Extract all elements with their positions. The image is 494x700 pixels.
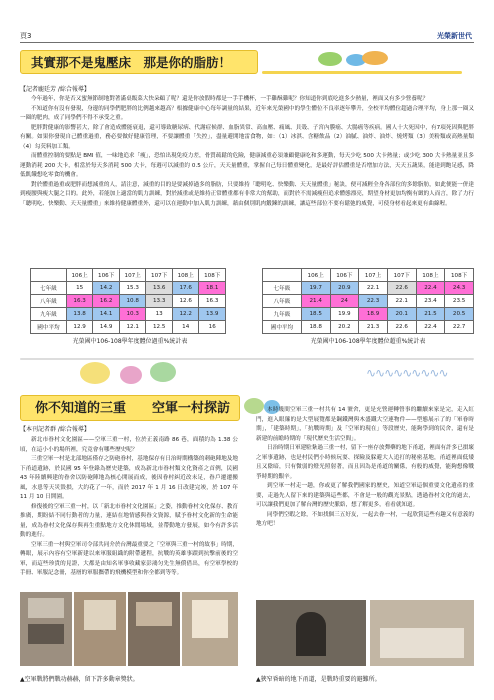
article1-body [20,95,474,209]
row-label: 九年級 [31,308,67,321]
table-header-cell: 108上 [172,269,199,282]
obesity-table [262,268,474,334]
table-row [263,295,474,308]
table-cell: 21.5 [416,308,445,321]
table-cell: 13.3 [146,295,173,308]
table-header-cell: 107上 [119,269,146,282]
table-row [31,308,226,321]
table-cell: 22.4 [416,321,445,334]
wave-decoration: ∿∿∿∿∿∿∿∿∿ [366,366,448,380]
students-photo [370,600,474,666]
flower-icon [80,362,110,384]
table-cell: 16 [199,321,226,334]
overweight-table [30,268,226,334]
table-cell: 18.5 [301,308,330,321]
table-cell: 23.5 [445,295,474,308]
table-caption: 光榮國中106-108學年度體位超重%統計表 [310,338,426,345]
table-cell: 21.3 [359,321,388,334]
row-label: 九年級 [263,308,302,321]
article2-paragraph: 三重空軍一村是北部地區僅存之防砲眷村，基地保存有日治時期構築的刺砲陣地及地下甬道遺跡，於民國 95 年登錄為歷史建築，成為新北市眷村類文化資產之首例，民國 43 年陸續興建的眷舍以防砲陣地為核心開展而成，後因眷村糾近改未足，眷戶遷遷搬風，水患等天災毀損，大約花了一年，而於 2017 年 1 月 16 日改建完竣，於 107 年 11 月 10 日開園。 [20,456,238,500]
article1-paragraph: 不知道你有沒有發現，身邊的同學們肥胖的比例越來越高？根據健康中心每年調量的結果，近年來光榮國中的學生體位不良率逐年攀升，全校平均體位超過合理平均，身上那一圈又一圈的肥肉，成了同學們不得不承受之重。 [20,105,474,121]
table-cell: 20.9 [330,282,359,295]
museum-photo [20,592,72,666]
table-cell: 23.4 [416,295,445,308]
table-cell: 15.3 [119,282,146,295]
article1-byline: 【記者龐廷芳 /綜合報導】 [20,86,90,93]
table-row [31,321,226,334]
article2-right-column [256,406,474,530]
museum-photo [74,592,126,666]
table-cell: 22.4 [416,282,445,295]
row-label: 八年級 [263,295,302,308]
article1-paragraph: 而體重控制的要點是 BMI 值，一味地追求「瘦」，恐怕出現免疫力差，骨質疏鬆的危險，健康減重必須兼顧健康吃和多運動，每天少吃 500 大卡熱量；或少吃 300 大卡熱量並且多運動消耗 200 大卡，相當於每天多消耗 500 大卡，每週可以減重約 0.5 公斤，天天量體重，掌握自己每日體重變化，是最好評估體重是否增加方法，天天五蔬果，能達到飽足感，降低飢餓想吃零食的機會。 [20,153,474,178]
flower-icon [150,362,176,382]
row-label: 八年級 [31,295,67,308]
table-cell: 12.9 [66,321,93,334]
article2-left-column [20,424,238,579]
table-cell: 18.8 [301,321,330,334]
table-cell: 12.2 [172,308,199,321]
table-header-cell: 107下 [387,269,416,282]
table-header-cell [263,269,302,282]
table-row [31,282,226,295]
table-cell: 12.1 [119,321,146,334]
table-cell: 12.5 [146,321,173,334]
article2-byline: 【本刊記者群 /綜合報導】 [20,426,90,433]
table-cell: 22.6 [387,321,416,334]
table-cell: 16.2 [93,295,120,308]
table-cell: 10.8 [119,295,146,308]
row-label: 七年級 [263,282,302,295]
table-header-cell: 106上 [66,269,93,282]
row-label: 國中平均 [31,321,67,334]
article1-paragraph: 肥胖對健康的影響甚大，除了會造成體能衰退，還可導致糖尿病、代謝症候群、血脂異常、高血壓、痛風、貝殼、子宮內膜癌、大腸癌等疾病。國人十大死因中，有7項死因與肥胖有關。如果你發現自己體重過重，務必要做好健康管理，不要讓體重「失控」，盡量避開地雷食物，如：（1）冰淇、含糖飲品（2）油膩、油炸、油炸、燒烤類（3）美粉類或高熱量類（4）勾芡料加工類。 [20,124,474,150]
table-cell: 13.9 [199,308,226,321]
article2-paragraph: 到空軍一村走一趟，你或更了解我們國家的歷史，知道空軍這個重要文化遺產的重要，走過先人留下來的建築與這些都，不會是一般的觀光景點，透過眷村文化的過去，可以讓我們更加了解台灣的歷史脈絡，想了解更多，看看就知道。 [256,483,474,508]
article2-paragraph: 空軍三重一村與空軍司令部共同介於台灣最重要之「空軍與三重一村的故事」時期，轉眼，展示內容有空軍新建以來軍服組織的附帶遞程，抗戰的英雄事蹟到抗擊前後的空軍，而這些珍貴的見證，大都是由知名軍事收藏家彭鴻匀先生無償借出，有空軍學校的手冊、軍服記念冊，基層的軍服攜帶的飛機模型和你全都到等等。 [20,541,238,576]
table-row [263,321,474,334]
leaf-icon [362,51,388,65]
table-header-cell: 108下 [445,269,474,282]
table-cell: 24 [330,295,359,308]
table-cell: 15 [66,282,93,295]
table-cell: 20.2 [330,321,359,334]
table-cell: 10.3 [119,308,146,321]
article2-paragraph: 同學們空暇之餘，不如找個三五好友，一起去眷一村，一起欣賞這些有趣又有意義的地方吧！ [256,511,474,527]
table-row [263,282,474,295]
table-cell: 22.3 [359,295,388,308]
page-number: 頁3 [20,32,32,40]
table-row [263,308,474,321]
table-cell: 19.7 [301,282,330,295]
header-divider [20,42,474,43]
table-cell: 13.6 [146,282,173,295]
newspaper-name: 光榮新世代 [437,32,472,40]
article2-paragraph: 新北市眷村文化園區——空軍三重一村，位於正義南路 86 巷，面積約為 1.38 公頃，在這小小的場所裡，究竟會有哪些歷史呢？ [20,437,238,453]
table-cell: 22.1 [387,295,416,308]
table-cell: 18.1 [199,282,226,295]
row-label: 國中平均 [263,321,302,334]
table-cell: 16.3 [199,295,226,308]
table-cell: 21.4 [301,295,330,308]
table-cell: 18.9 [359,308,388,321]
table-row [31,295,226,308]
decorative-line [262,71,462,74]
table-cell: 16.3 [66,295,93,308]
table-cell: 20.1 [387,308,416,321]
article2-paragraph: 本時幾間空軍三重一村共有 14 號舍，更是充營運轉營事的繼續來家是完，走入紅門，進入眼簾的是大型展覽都是鋼鐵灣與木盛鐵大空連物件——型態展示了的「軍眷時期」，「建築時期」，「抗戰時期」及「空軍的現在」等段歷史，能夠學到的民舍，還有是新建的前瞻時期的「現代歷史生活空間」。 [256,407,474,442]
leaf-icon [318,52,342,66]
flower-icon [120,366,142,384]
table-cell: 17.6 [172,282,199,295]
table-cell: 14.9 [93,321,120,334]
article1-paragraph: 對於體重過重或肥胖而想減重的人，請注意，減重的目的是要減掉過多的脂肪，只要維持「聰明吃、快樂動、天天量體重」秘訣，便可減輕全身各部位的多餘脂肪，如此便能一併達到瘦腰與瘦大腿之目的。此外，若能加上適當的肌力訓練，對於減重或是維持正常體重都有非常大的幫助，而對於不需減瘦但追求體態漂亮，期望身材更加均衡有緻的人而言，除了力行「聰明吃、快樂動、天天量體重」來維持健康體重外，還可以在運動中加入肌力訓練，藉由個別肌肉鍛鍊的訓練，讓這些部位不要有鬆弛的威覺，可使身材看起來更有曲線喔。 [20,181,474,207]
table-cell: 24.3 [445,282,474,295]
photo-caption: ▲狹窄昏暗的地下甬道，是戰時重要的避難所。 [256,676,381,683]
article2-title: 你不知道的三重 空軍一村探訪 [20,395,240,421]
table-cell: 22.6 [387,282,416,295]
table-cell: 19.9 [330,308,359,321]
article1-title: 其實那不是鬼壓床 那是你的脂肪！ [20,50,258,74]
table-header-cell [31,269,67,282]
table-cell: 20.5 [445,308,474,321]
table-caption: 光榮國中106-108學年度體位過重%統計表 [72,338,188,345]
table-cell: 12.6 [172,295,199,308]
photo-caption: ▲空軍戰將們戰功赫赫，留下許多動章獎狀。 [20,676,139,683]
table-cell: 14.2 [93,282,120,295]
table-header-cell: 108上 [416,269,445,282]
tunnel-photo [256,600,366,666]
section-divider [20,358,474,360]
table-cell: 13 [146,308,173,321]
table-header-cell: 106上 [301,269,330,282]
museum-photo [182,592,238,666]
table-header-cell: 106下 [93,269,120,282]
table-cell: 22.1 [359,282,388,295]
table-cell: 14 [172,321,199,334]
table-cell: 14.1 [93,308,120,321]
article2-paragraph: 修復後的空軍三重一村，以「新北市眷村文化園區」之姿，推動眷村文化保存、教育推廣，期盼結不同行動者的力量，連結在地情感與眷文資源，賦予眷村文化新的生命能量，成為眷村文化保存與再生重點地方文化休閒場域，並帶動地方發展，如今有許多活動的進行。 [20,503,238,538]
table-cell: 22.7 [445,321,474,334]
article1-paragraph: 今年過年，你是否又蜜無節制地對著滿桌飯菜大快朵頤了呢？還是你放假時都是一手手機杯，一手雞酥雞呢？你知道你到底吃進多少熱量，裡面又有多少營養呢？ [31,96,429,102]
table-header-cell: 106下 [330,269,359,282]
table-cell: 13.8 [66,308,93,321]
museum-photo [128,592,180,666]
table-header-cell: 107下 [146,269,173,282]
row-label: 七年級 [31,282,67,295]
article2-paragraph: 日治時期日軍建駐紮過三重一村，留下一座存放彈藥的地下甬道，裡面有許多已損壞之軍事遺跡，也是村民們小時候玩耍、探險及躲避大人追打的秘密基地，甬道裡面低矮且又陰暗，只有微弱的燈光照射著，而且因為是甬道的關係，有般的威覺，能夠想像戰爭時期的艱辛。 [256,445,474,480]
table-header-cell: 107上 [359,269,388,282]
table-header-cell: 108下 [199,269,226,282]
